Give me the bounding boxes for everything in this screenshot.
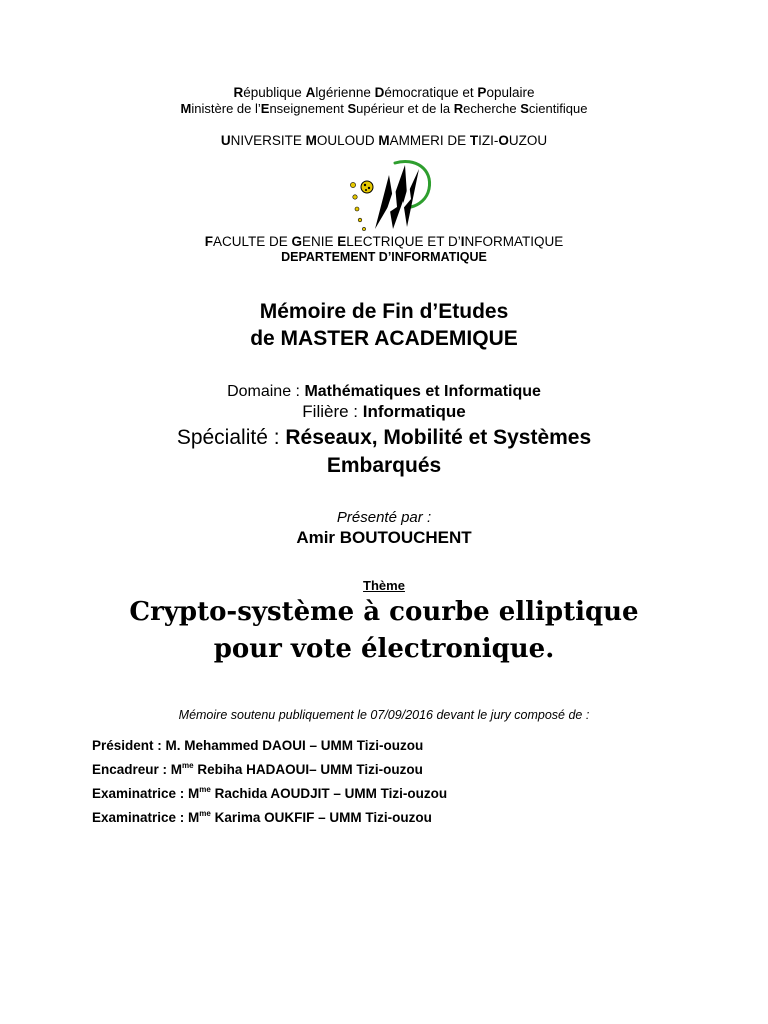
ministry-rest-4: echerche xyxy=(463,101,521,116)
jury-title-sup: me xyxy=(199,809,211,818)
jury-title: M xyxy=(188,786,200,801)
faculty-rest-2: ENIE xyxy=(301,234,338,249)
republic-cap-2: A xyxy=(305,85,316,100)
jury-role: Président : xyxy=(92,738,166,753)
jury-title: M xyxy=(170,762,183,777)
jury-member-president xyxy=(92,738,423,754)
jury-role: Encadreur : xyxy=(92,762,171,777)
faculty-rest-1: ACULTE DE xyxy=(212,234,292,249)
specialite-label: Spécialité : xyxy=(176,426,286,449)
republic-line xyxy=(0,85,768,101)
theme-label: Thème xyxy=(363,578,405,593)
jury-title-sup: me xyxy=(182,761,194,770)
department-line: DEPARTEMENT D’INFORMATIQUE xyxy=(281,250,487,264)
ministry-cap-3: S xyxy=(347,101,357,116)
ministry-rest-5: cientifique xyxy=(528,101,588,116)
republic-rest-3: émocratique et xyxy=(384,85,478,100)
filiere-line xyxy=(0,402,768,422)
faculty-cap-1: F xyxy=(204,234,213,249)
jury-role: Examinatrice : xyxy=(92,810,189,825)
faculty-cap-3: E xyxy=(337,234,347,249)
republic-rest-1: épublique xyxy=(243,85,306,100)
university-cap-5: O xyxy=(498,133,509,148)
faculty-rest-3: LECTRIQUE ET D’ xyxy=(346,234,461,249)
domaine-label: Domaine : xyxy=(227,383,305,400)
republic-rest-2: lgérienne xyxy=(315,85,375,100)
republic-rest-4: opulaire xyxy=(486,85,535,100)
republic-cap-4: P xyxy=(477,85,487,100)
ministry-cap-4: R xyxy=(453,101,464,116)
ministry-rest-2: nseignement xyxy=(269,101,348,116)
university-cap-2: M xyxy=(305,133,317,148)
university-rest-2: OULOUD xyxy=(316,133,379,148)
university-cap-3: M xyxy=(378,133,390,148)
domaine-line xyxy=(0,382,768,402)
ministry-cap-5: S xyxy=(520,101,529,116)
author-name: Amir BOUTOUCHENT xyxy=(296,528,472,547)
ministry-cap-2: E xyxy=(260,101,270,116)
university-rest-3: AMMERI DE xyxy=(389,133,470,148)
republic-cap-3: D xyxy=(374,85,385,100)
university-cap-4: T xyxy=(469,133,479,148)
ministry-line xyxy=(0,101,768,117)
faculty-cap-4: I xyxy=(460,234,465,249)
defense-statement: Mémoire soutenu publiquement le 07/09/2016 devant le jury composé de : xyxy=(178,708,590,722)
university-rest-4: IZI- xyxy=(478,133,499,148)
university-line xyxy=(0,133,768,149)
faculty-rest-4: NFORMATIQUE xyxy=(464,234,564,249)
jury-member-examinatrice-1 xyxy=(92,786,447,802)
specialite-line xyxy=(0,424,768,452)
jury-member-encadreur xyxy=(92,762,423,778)
thesis-title-line-1: Mémoire de Fin d’Etudes xyxy=(259,300,509,323)
jury-name: Rebiha HADAOUI– UMM Tizi-ouzou xyxy=(193,762,423,777)
filiere-value: Informatique xyxy=(362,402,466,421)
ministry-rest-3: upérieur et de la xyxy=(356,101,454,116)
university-logo xyxy=(345,155,437,237)
presenter-label: Présenté par : xyxy=(336,509,432,526)
ministry-cap-1: M xyxy=(180,101,192,116)
domaine-value: Mathématiques et Informatique xyxy=(304,383,541,400)
university-cap-1: U xyxy=(220,133,231,148)
theme-title-line-2: pour vote électronique. xyxy=(213,634,555,664)
jury-title: M. xyxy=(165,738,181,753)
theme-title-line-1: Crypto-système à courbe elliptique xyxy=(129,597,639,627)
jury-name: Mehammed DAOUI – UMM Tizi-ouzou xyxy=(180,738,424,753)
republic-cap-1: R xyxy=(233,85,244,100)
ministry-rest-1: inistère de l’ xyxy=(191,101,261,116)
university-rest-1: NIVERSITE xyxy=(230,133,306,148)
specialite-value-2: Embarqués xyxy=(326,454,442,477)
filiere-label: Filière : xyxy=(302,402,363,421)
faculty-cap-2: G xyxy=(291,234,302,249)
specialite-value-1: Réseaux, Mobilité et Systèmes xyxy=(285,426,592,449)
jury-member-examinatrice-2 xyxy=(92,810,432,826)
jury-title-sup: me xyxy=(199,785,211,794)
jury-name: Rachida AOUDJIT – UMM Tizi-ouzou xyxy=(210,786,448,801)
jury-role: Examinatrice : xyxy=(92,786,189,801)
university-rest-5: UZOU xyxy=(508,133,548,148)
thesis-title-line-2: de MASTER ACADEMIQUE xyxy=(250,327,518,350)
jury-title: M xyxy=(188,810,200,825)
jury-name: Karima OUKFIF – UMM Tizi-ouzou xyxy=(210,810,432,825)
faculty-line xyxy=(0,234,768,250)
